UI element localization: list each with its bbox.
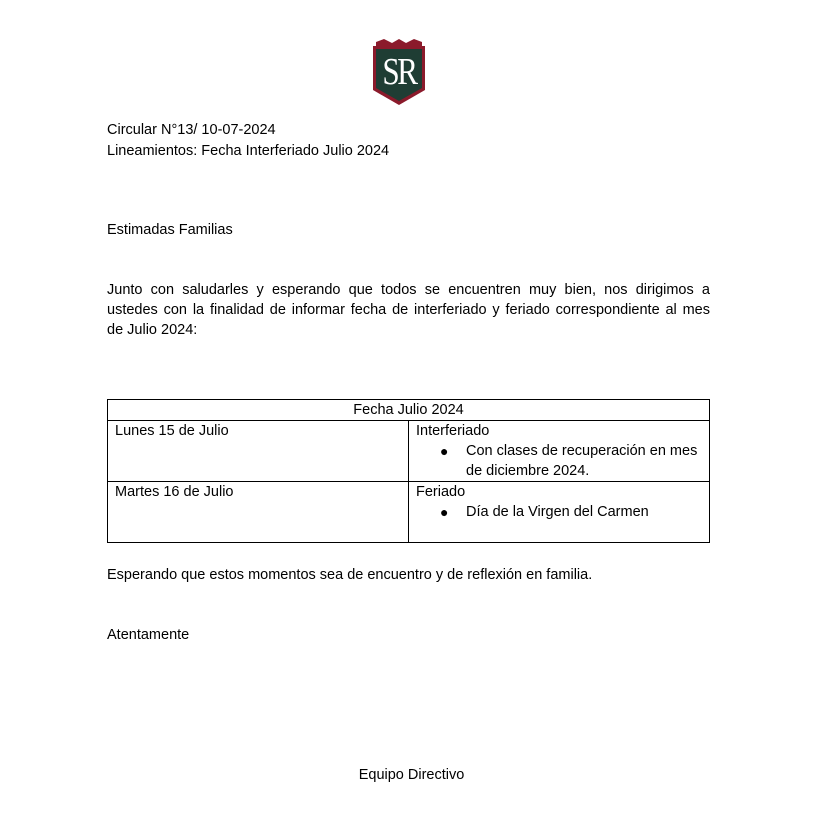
guidelines-subject: Lineamientos: Fecha Interferiado Julio 2024 bbox=[107, 143, 390, 159]
intro-line-3: de Julio 2024: bbox=[107, 322, 198, 338]
circular-number: Circular N°13/ 10-07-2024 bbox=[107, 122, 276, 138]
row-type: Feriado bbox=[416, 484, 466, 500]
greeting: Estimadas Familias bbox=[107, 222, 233, 238]
row-detail bbox=[409, 482, 710, 543]
table-title: Fecha Julio 2024 bbox=[108, 400, 710, 421]
list-item bbox=[416, 441, 702, 481]
table-row bbox=[108, 482, 710, 543]
regards: Atentamente bbox=[107, 627, 190, 643]
intro-line-2: ustedes con la finalidad de informar fecha de interferiado y feriado correspondiente al mes bbox=[107, 302, 710, 318]
dates-table bbox=[107, 399, 710, 543]
intro-paragraph bbox=[107, 280, 710, 340]
row-note: Con clases de recuperación en mes de diciembre 2024. bbox=[466, 443, 698, 479]
row-type: Interferiado bbox=[416, 423, 490, 439]
bullet-icon: ● bbox=[440, 443, 449, 459]
bullet-icon: ● bbox=[440, 504, 449, 520]
row-detail bbox=[409, 421, 710, 482]
row-note: Día de la Virgen del Carmen bbox=[466, 504, 649, 520]
logo-letters: SR bbox=[382, 51, 416, 93]
signature: Equipo Directivo bbox=[358, 767, 465, 783]
row-date: Lunes 15 de Julio bbox=[108, 421, 409, 482]
row-date: Martes 16 de Julio bbox=[108, 482, 409, 543]
intro-line-1: Junto con saludarles y esperando que todos se encuentren muy bien, nos dirigimos a bbox=[107, 282, 710, 298]
list-item bbox=[416, 502, 702, 522]
school-logo bbox=[370, 38, 428, 106]
table-row bbox=[108, 421, 710, 482]
closing-text: Esperando que estos momentos sea de encuentro y de reflexión en familia. bbox=[107, 567, 593, 583]
